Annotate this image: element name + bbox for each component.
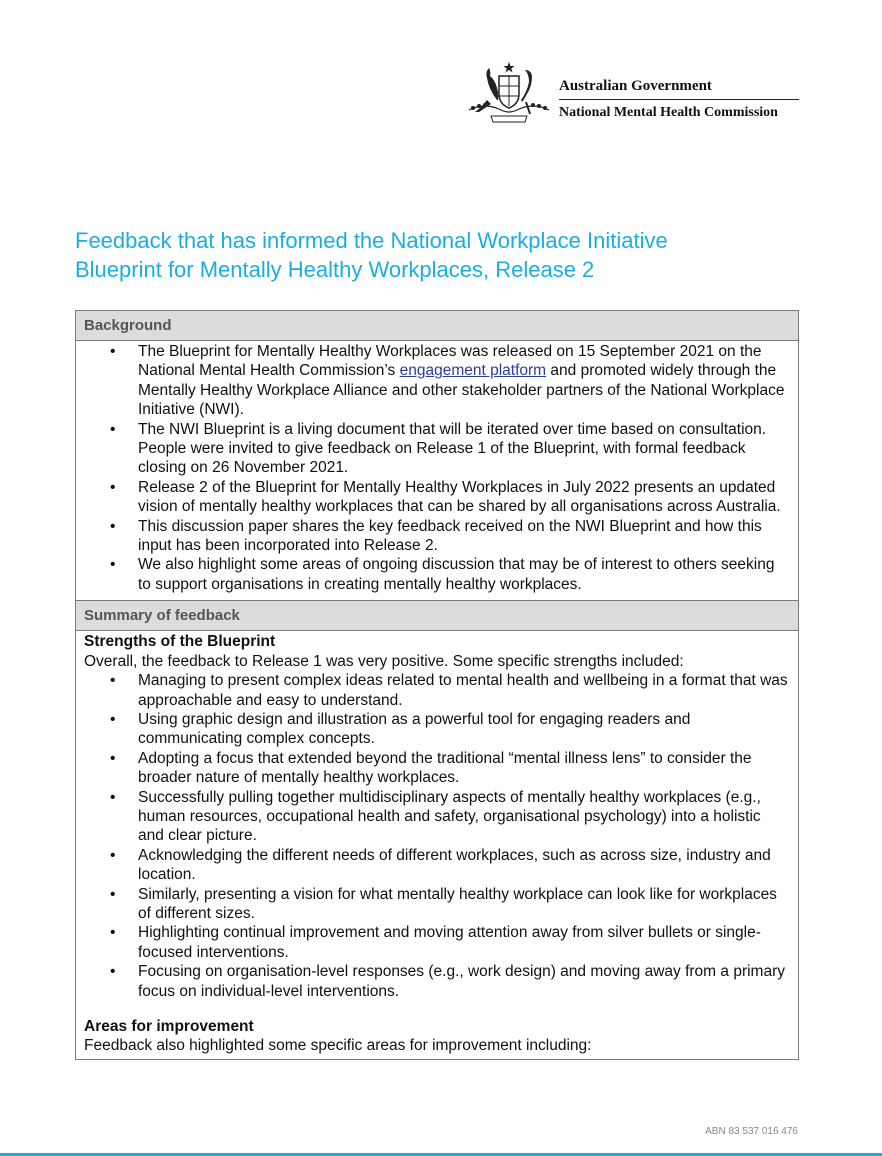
bullet-icon: • bbox=[110, 846, 116, 864]
government-name: Australian Government bbox=[559, 78, 712, 94]
bullet-text: Using graphic design and illustration as a powerful tool for engaging readers and communicating complex concepts. bbox=[138, 710, 691, 748]
bullet-icon: • bbox=[110, 478, 116, 496]
improvement-intro: Feedback also highlighted some specific areas for improvement including: bbox=[84, 1037, 592, 1055]
list-item bbox=[84, 555, 790, 594]
bullet-icon: • bbox=[110, 963, 116, 981]
list-item bbox=[84, 420, 790, 478]
list-item bbox=[84, 962, 790, 1001]
bullet-text: Adopting a focus that extended beyond the traditional “mental illness lens” to consider the broader nature of mentally healthy workplaces. bbox=[138, 749, 752, 787]
bullet-text: Release 2 of the Blueprint for Mentally Healthy Workplaces in July 2022 presents an updated vision of mentally healthy workplaces that can be shared by all organisations across Australia. bbox=[138, 478, 781, 516]
list-item bbox=[84, 749, 790, 788]
title-line-2: Blueprint for Mentally Healthy Workplaces, Release 2 bbox=[75, 257, 595, 282]
bullet-text: We also highlight some areas of ongoing discussion that may be of interest to others seeking to support organisations in creating mentally healthy workplaces. bbox=[138, 556, 775, 593]
list-item bbox=[84, 923, 790, 962]
bullet-text: Acknowledging the different needs of different workplaces, such as across size, industry and location. bbox=[138, 846, 771, 884]
bullet-icon: • bbox=[110, 517, 116, 535]
bullet-icon: • bbox=[110, 556, 116, 574]
bullet-text: The Blueprint for Mentally Healthy Workplaces was released on 15 September 2021 on the National Mental Health Commission’s bbox=[138, 343, 762, 380]
bullet-icon: • bbox=[110, 420, 116, 438]
abn-number: ABN 83 537 016 476 bbox=[705, 1126, 798, 1137]
bullet-text: Focusing on organisation-level responses (e.g., work design) and moving away from a primary focus on individual-level interventions. bbox=[138, 963, 785, 1000]
summary-section bbox=[76, 631, 798, 1059]
bullet-text: and promoted widely through the Mentally Healthy Workplace Alliance and other stakeholder partners of the National Workplace Initiative (NWI). bbox=[138, 362, 785, 419]
section-spacer bbox=[84, 1001, 790, 1017]
background-heading: Background bbox=[76, 311, 798, 341]
summary-heading: Summary of feedback bbox=[76, 601, 798, 631]
background-list bbox=[84, 342, 790, 594]
improvement-heading: Areas for improvement bbox=[84, 1018, 254, 1035]
coat-of-arms-icon bbox=[465, 60, 553, 126]
engagement-platform-link[interactable]: engagement platform bbox=[399, 362, 547, 380]
list-item bbox=[84, 517, 790, 556]
bullet-icon: • bbox=[110, 924, 116, 942]
bullet-icon: • bbox=[110, 749, 116, 767]
commission-name: National Mental Health Commission bbox=[559, 105, 778, 120]
list-item bbox=[84, 846, 790, 885]
list-item bbox=[84, 885, 790, 924]
bullet-icon: • bbox=[110, 343, 116, 360]
list-item bbox=[84, 478, 790, 517]
bullet-text: Highlighting continual improvement and moving attention away from silver bullets or single-focused interventions. bbox=[138, 924, 761, 961]
bullet-text: This discussion paper shares the key feedback received on the NWI Blueprint and how this input has been incorporated into Release 2. bbox=[138, 517, 762, 555]
strengths-intro: Overall, the feedback to Release 1 was very positive. Some specific strengths included: bbox=[84, 652, 684, 670]
title-line-1: Feedback that has informed the National Workplace Initiative bbox=[75, 228, 668, 253]
bullet-text: Successfully pulling together multidisciplinary aspects of mentally healthy workplaces (e.g., human resources, occupational health and safety, organisational psychology) into a holistic and clear picture. bbox=[138, 788, 761, 845]
bullet-icon: • bbox=[110, 710, 116, 728]
bullet-text: The NWI Blueprint is a living document that will be iterated over time based on consultation. People were invited to give feedback on Release 1 of the Blueprint, with formal feedback closing on 26 November 2021. bbox=[138, 420, 767, 477]
feedback-table bbox=[75, 310, 799, 1060]
bullet-text: Managing to present complex ideas related to mental health and wellbeing in a format that was approachable and easy to understand. bbox=[138, 672, 788, 709]
background-section bbox=[76, 341, 798, 601]
list-item bbox=[84, 710, 790, 749]
government-logo bbox=[465, 60, 805, 126]
header-divider bbox=[559, 99, 799, 100]
list-item bbox=[84, 788, 790, 846]
bullet-icon: • bbox=[110, 672, 116, 690]
strengths-heading: Strengths of the Blueprint bbox=[84, 633, 276, 651]
document-title bbox=[75, 226, 795, 284]
strengths-list bbox=[84, 671, 790, 1001]
list-item bbox=[84, 671, 790, 710]
bullet-icon: • bbox=[110, 885, 116, 903]
bullet-text: Similarly, presenting a vision for what mentally healthy workplace can look like for workplaces of different sizes. bbox=[138, 885, 777, 922]
bullet-icon: • bbox=[110, 788, 116, 806]
list-item bbox=[84, 342, 790, 420]
